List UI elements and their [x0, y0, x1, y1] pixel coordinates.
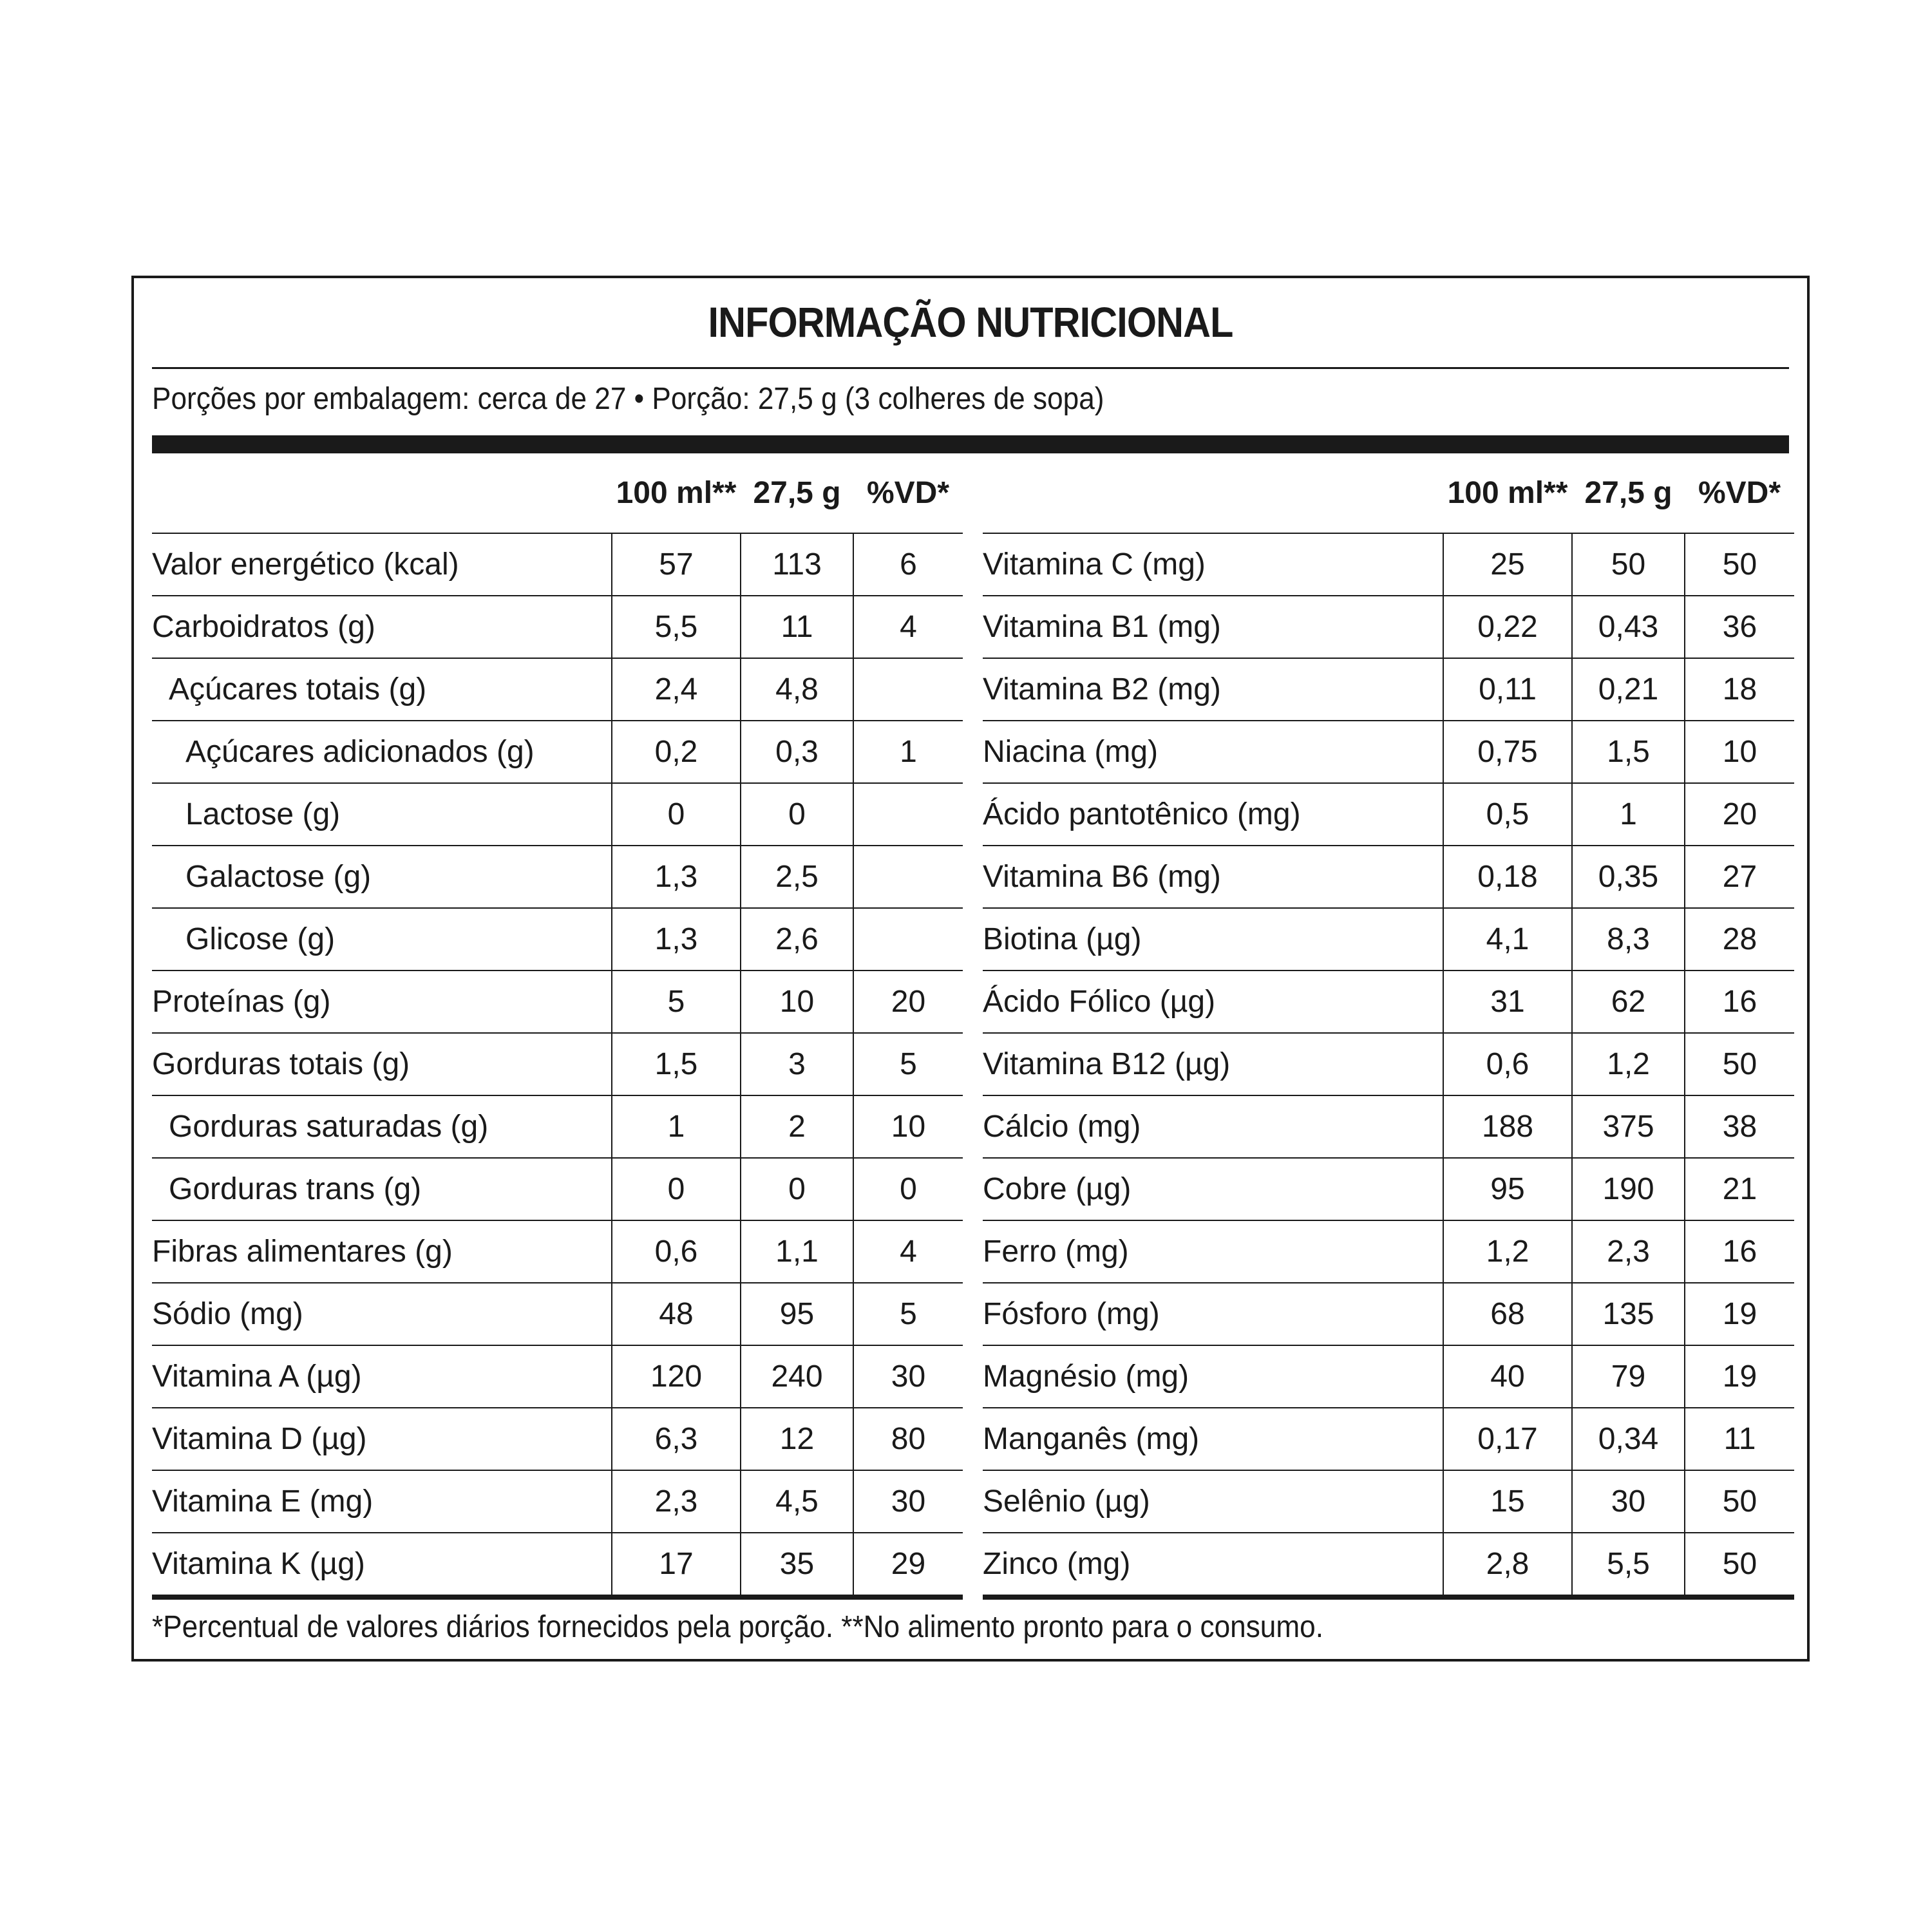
value-per-100ml: 2,8: [1443, 1533, 1572, 1597]
value-per-100ml: 0: [612, 1158, 741, 1220]
value-vd: 19: [1685, 1345, 1794, 1408]
table-row: [983, 1033, 1794, 1095]
value-per-100ml: 0,22: [1443, 596, 1572, 658]
value-vd: 28: [1685, 908, 1794, 971]
value-per-100ml: 1,5: [612, 1033, 741, 1095]
value-vd: 16: [1685, 971, 1794, 1033]
table-body-right: [983, 533, 1794, 1597]
table-row: [152, 1345, 963, 1408]
nutrient-label: Gorduras totais (g): [152, 1033, 612, 1095]
value-per-portion: 190: [1572, 1158, 1685, 1220]
value-per-portion: 0: [741, 783, 853, 846]
table-row: [983, 1283, 1794, 1345]
value-vd: 21: [1685, 1158, 1794, 1220]
nutrient-label: Vitamina C (mg): [983, 533, 1443, 596]
table-header-row: [983, 453, 1794, 533]
table-row: [983, 1158, 1794, 1220]
header-bar: [152, 435, 1789, 453]
nutrient-label: Gorduras trans (g): [152, 1158, 612, 1220]
nutrition-table-right: [983, 453, 1794, 1600]
value-vd: 11: [1685, 1408, 1794, 1470]
value-per-100ml: 4,1: [1443, 908, 1572, 971]
table-header-row: [152, 453, 963, 533]
nutrient-label: Vitamina B1 (mg): [983, 596, 1443, 658]
nutrient-label: Ferro (mg): [983, 1220, 1443, 1283]
nutrient-label: Lactose (g): [152, 783, 612, 846]
value-per-portion: 0,21: [1572, 658, 1685, 721]
value-per-portion: 0,34: [1572, 1408, 1685, 1470]
table-row: [152, 971, 963, 1033]
value-per-portion: 0: [741, 1158, 853, 1220]
nutrient-label: Vitamina A (µg): [152, 1345, 612, 1408]
value-per-100ml: 48: [612, 1283, 741, 1345]
table-row: [152, 1533, 963, 1597]
table-row: [983, 721, 1794, 783]
value-per-portion: 11: [741, 596, 853, 658]
value-vd: 30: [853, 1345, 963, 1408]
table-row: [983, 1408, 1794, 1470]
table-row: [152, 721, 963, 783]
table-row: [983, 596, 1794, 658]
value-per-portion: 1,2: [1572, 1033, 1685, 1095]
value-per-100ml: 0,5: [1443, 783, 1572, 846]
value-vd: 38: [1685, 1095, 1794, 1158]
header-nutrient: [152, 453, 612, 533]
value-per-100ml: 1,3: [612, 908, 741, 971]
nutrient-label: Sódio (mg): [152, 1283, 612, 1345]
value-vd: 5: [853, 1283, 963, 1345]
value-per-portion: 240: [741, 1345, 853, 1408]
value-vd: 27: [1685, 846, 1794, 908]
value-vd: [853, 908, 963, 971]
value-vd: 19: [1685, 1283, 1794, 1345]
nutrient-label: Vitamina D (µg): [152, 1408, 612, 1470]
nutrient-label: Biotina (µg): [983, 908, 1443, 971]
table-row: [152, 596, 963, 658]
nutrient-label: Fibras alimentares (g): [152, 1220, 612, 1283]
table-row: [152, 1158, 963, 1220]
table-row: [152, 846, 963, 908]
value-per-portion: 95: [741, 1283, 853, 1345]
table-row: [152, 533, 963, 596]
table-row: [152, 658, 963, 721]
value-vd: 4: [853, 1220, 963, 1283]
value-vd: 20: [1685, 783, 1794, 846]
nutrient-label: Selênio (µg): [983, 1470, 1443, 1533]
value-per-portion: 3: [741, 1033, 853, 1095]
value-per-100ml: 188: [1443, 1095, 1572, 1158]
header-vd: %VD*: [853, 453, 963, 533]
value-per-portion: 0,35: [1572, 846, 1685, 908]
value-per-100ml: 0,18: [1443, 846, 1572, 908]
value-vd: [853, 658, 963, 721]
table-row: [983, 783, 1794, 846]
nutrient-label: Magnésio (mg): [983, 1345, 1443, 1408]
nutrient-label: Galactose (g): [152, 846, 612, 908]
value-per-100ml: 0,11: [1443, 658, 1572, 721]
nutrient-label: Açúcares adicionados (g): [152, 721, 612, 783]
nutrient-label: Vitamina B6 (mg): [983, 846, 1443, 908]
value-per-100ml: 1,3: [612, 846, 741, 908]
table-row: [152, 1408, 963, 1470]
value-per-portion: 50: [1572, 533, 1685, 596]
table-row: [983, 533, 1794, 596]
value-per-portion: 2,3: [1572, 1220, 1685, 1283]
value-per-100ml: 31: [1443, 971, 1572, 1033]
table-row: [152, 1095, 963, 1158]
value-per-portion: 8,3: [1572, 908, 1685, 971]
value-vd: 50: [1685, 533, 1794, 596]
table-row: [152, 1470, 963, 1533]
table-row: [152, 783, 963, 846]
header-per-portion: 27,5 g: [741, 453, 853, 533]
value-per-portion: 1,5: [1572, 721, 1685, 783]
value-per-portion: 79: [1572, 1345, 1685, 1408]
nutrient-label: Fósforo (mg): [983, 1283, 1443, 1345]
table-row: [152, 908, 963, 971]
value-per-100ml: 0: [612, 783, 741, 846]
header-per-portion: 27,5 g: [1572, 453, 1685, 533]
value-per-portion: 2,5: [741, 846, 853, 908]
value-per-100ml: 0,75: [1443, 721, 1572, 783]
table-row: [983, 1533, 1794, 1597]
table-body-left: [152, 533, 963, 1597]
value-per-100ml: 0,6: [1443, 1033, 1572, 1095]
value-per-portion: 0,3: [741, 721, 853, 783]
nutrient-label: Niacina (mg): [983, 721, 1443, 783]
value-per-portion: 1,1: [741, 1220, 853, 1283]
value-per-100ml: 2,4: [612, 658, 741, 721]
value-per-100ml: 40: [1443, 1345, 1572, 1408]
value-per-portion: 12: [741, 1408, 853, 1470]
value-vd: 1: [853, 721, 963, 783]
table-row: [983, 971, 1794, 1033]
table-row: [152, 1220, 963, 1283]
value-per-100ml: 95: [1443, 1158, 1572, 1220]
nutrient-label: Açúcares totais (g): [152, 658, 612, 721]
table-row: [983, 1470, 1794, 1533]
title-divider: [152, 367, 1789, 369]
value-vd: 10: [1685, 721, 1794, 783]
value-vd: 20: [853, 971, 963, 1033]
value-per-portion: 30: [1572, 1470, 1685, 1533]
value-per-portion: 2: [741, 1095, 853, 1158]
value-vd: 50: [1685, 1033, 1794, 1095]
nutrient-label: Cobre (µg): [983, 1158, 1443, 1220]
value-vd: 0: [853, 1158, 963, 1220]
value-per-portion: 113: [741, 533, 853, 596]
value-vd: 6: [853, 533, 963, 596]
table-row: [983, 1345, 1794, 1408]
nutrient-label: Glicose (g): [152, 908, 612, 971]
value-per-100ml: 120: [612, 1345, 741, 1408]
table-row: [983, 658, 1794, 721]
value-vd: 10: [853, 1095, 963, 1158]
nutrient-label: Vitamina E (mg): [152, 1470, 612, 1533]
nutrient-label: Proteínas (g): [152, 971, 612, 1033]
nutrient-label: Valor energético (kcal): [152, 533, 612, 596]
value-per-100ml: 0,2: [612, 721, 741, 783]
nutrient-label: Zinco (mg): [983, 1533, 1443, 1597]
value-per-portion: 1: [1572, 783, 1685, 846]
table-row: [983, 1095, 1794, 1158]
header-per-100ml: 100 ml**: [612, 453, 741, 533]
value-per-portion: 375: [1572, 1095, 1685, 1158]
value-vd: 16: [1685, 1220, 1794, 1283]
header-vd: %VD*: [1685, 453, 1794, 533]
value-vd: 50: [1685, 1533, 1794, 1597]
serving-info: Porções por embalagem: cerca de 27 • Porção: 27,5 g (3 colheres de sopa): [152, 382, 1104, 416]
table-row: [983, 846, 1794, 908]
nutrient-label: Vitamina B2 (mg): [983, 658, 1443, 721]
nutrient-label: Vitamina B12 (µg): [983, 1033, 1443, 1095]
value-vd: 4: [853, 596, 963, 658]
value-per-100ml: 6,3: [612, 1408, 741, 1470]
nutrition-table-left: [152, 453, 963, 1600]
table-row: [152, 1283, 963, 1345]
value-per-100ml: 68: [1443, 1283, 1572, 1345]
value-per-100ml: 57: [612, 533, 741, 596]
nutrient-label: Ácido pantotênico (mg): [983, 783, 1443, 846]
header-per-100ml: 100 ml**: [1443, 453, 1572, 533]
value-vd: 50: [1685, 1470, 1794, 1533]
value-per-portion: 10: [741, 971, 853, 1033]
value-per-100ml: 25: [1443, 533, 1572, 596]
value-per-100ml: 5: [612, 971, 741, 1033]
value-vd: [853, 846, 963, 908]
nutrient-label: Carboidratos (g): [152, 596, 612, 658]
nutrient-label: Cálcio (mg): [983, 1095, 1443, 1158]
table-row: [152, 1033, 963, 1095]
value-per-portion: 5,5: [1572, 1533, 1685, 1597]
value-vd: 29: [853, 1533, 963, 1597]
value-per-portion: 0,43: [1572, 596, 1685, 658]
value-per-100ml: 17: [612, 1533, 741, 1597]
nutrient-label: Gorduras saturadas (g): [152, 1095, 612, 1158]
value-vd: 80: [853, 1408, 963, 1470]
value-per-portion: 4,5: [741, 1470, 853, 1533]
value-per-portion: 35: [741, 1533, 853, 1597]
value-per-portion: 62: [1572, 971, 1685, 1033]
nutrient-label: Manganês (mg): [983, 1408, 1443, 1470]
value-per-portion: 4,8: [741, 658, 853, 721]
value-per-portion: 2,6: [741, 908, 853, 971]
table-row: [983, 908, 1794, 971]
value-per-100ml: 1: [612, 1095, 741, 1158]
nutrition-facts-panel: [131, 276, 1810, 1662]
value-per-100ml: 5,5: [612, 596, 741, 658]
value-vd: 18: [1685, 658, 1794, 721]
table-row: [983, 1220, 1794, 1283]
value-per-100ml: 1,2: [1443, 1220, 1572, 1283]
nutrient-label: Ácido Fólico (µg): [983, 971, 1443, 1033]
value-per-100ml: 0,17: [1443, 1408, 1572, 1470]
value-per-portion: 135: [1572, 1283, 1685, 1345]
value-per-100ml: 2,3: [612, 1470, 741, 1533]
nutrient-label: Vitamina K (µg): [152, 1533, 612, 1597]
footnote: *Percentual de valores diários fornecidos pela porção. **No alimento pronto para o consumo.: [152, 1610, 1323, 1644]
value-vd: [853, 783, 963, 846]
value-vd: 5: [853, 1033, 963, 1095]
value-per-100ml: 0,6: [612, 1220, 741, 1283]
panel-title: INFORMAÇÃO NUTRICIONAL: [708, 298, 1233, 346]
header-nutrient: [983, 453, 1443, 533]
value-per-100ml: 15: [1443, 1470, 1572, 1533]
value-vd: 36: [1685, 596, 1794, 658]
value-vd: 30: [853, 1470, 963, 1533]
